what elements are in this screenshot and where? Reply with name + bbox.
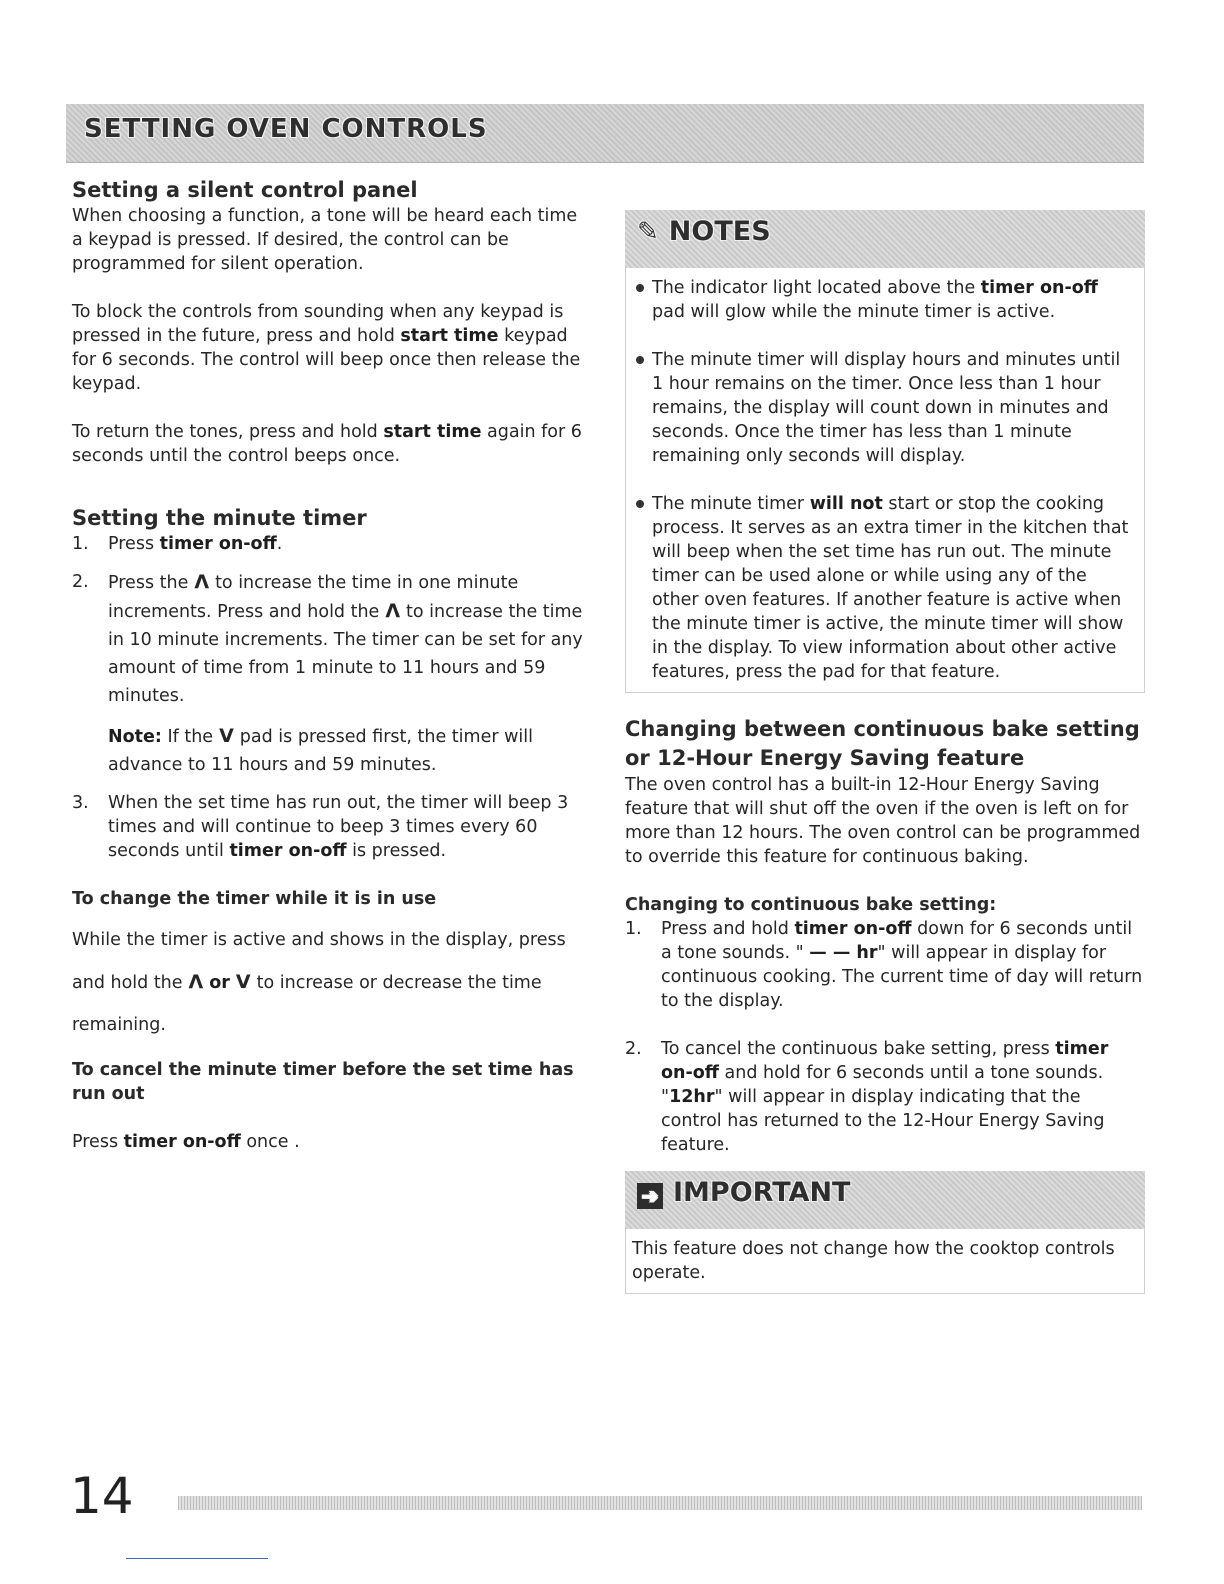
text-run: Press the [108, 573, 189, 593]
keypad-name: start time [383, 422, 482, 442]
list-item [72, 568, 592, 779]
up-arrow-icon: Λ [385, 600, 401, 622]
silent-panel-heading: Setting a silent control panel [72, 178, 418, 202]
text-run: to increase the time in 10 minute increments. The timer can be set for any amount of time from 1 minute to 11 hours and 59 minutes. [108, 602, 583, 706]
text-run: and hold for 6 seconds until a tone sounds. " [661, 1063, 1104, 1107]
minute-timer-steps [72, 532, 592, 863]
minute-timer-heading: Setting the minute timer [72, 506, 367, 530]
pencil-icon: ✎ [637, 217, 659, 247]
display-text: 12hr [669, 1087, 715, 1107]
list-item [72, 791, 592, 863]
up-arrow-icon: Λ [194, 571, 210, 593]
notes-title-text: NOTES [668, 216, 771, 247]
text-run: To block the controls from sounding when any keypad is pressed in the future, press and hold [72, 302, 564, 346]
text-run: When the set time has run out, the timer will beep 3 times and will continue to beep 3 times every 60 seconds until [108, 793, 569, 861]
continuous-bake-steps [625, 917, 1145, 1157]
silent-panel-block-instructions [72, 300, 592, 396]
keypad-name: timer on-off [794, 919, 912, 939]
energy-saving-heading: Changing between continuous bake setting or 12-Hour Energy Saving feature [625, 717, 1140, 770]
display-text: — — hr [809, 943, 878, 963]
notes-box [625, 210, 1145, 693]
cancel-timer-text [72, 1130, 592, 1154]
step-number: 2. [625, 1039, 642, 1059]
silent-panel-intro: When choosing a function, a tone will be heard each time a keypad is pressed. If desired, the control can be programmed for silent operation. [72, 206, 578, 274]
list-item [625, 917, 1145, 1013]
list-item [632, 276, 1136, 324]
text-run: If the [161, 727, 214, 747]
text-run: pad will glow while the minute timer is active. [652, 302, 1056, 322]
text-run: to increase or decrease the time remaining. [72, 973, 542, 1035]
energy-saving-section [625, 715, 1145, 1157]
step-number: 2. [72, 572, 89, 592]
energy-saving-intro: The oven control has a built-in 12-Hour Energy Saving feature that will shut off the oven if the oven is left on for more than 12 hours. The oven control can be programmed to override this feature for continuous baking. [625, 775, 1141, 867]
timer-note [108, 722, 592, 779]
important-title [637, 1177, 851, 1209]
text-run: To return the tones, press and hold [72, 422, 384, 442]
text-run: Press [108, 534, 160, 554]
bottom-link-underline [126, 1558, 268, 1559]
notes-list [632, 276, 1136, 684]
text-run: once . [240, 1132, 300, 1152]
down-arrow-icon: V [219, 725, 234, 747]
keypad-name: start time [400, 326, 499, 346]
list-item [625, 1037, 1145, 1157]
text-run: Press [72, 1132, 124, 1152]
text-run: The minute timer [652, 494, 810, 514]
text-run: The indicator light located above the [652, 278, 981, 298]
keypad-name: timer on-off [159, 534, 277, 554]
important-body [625, 1229, 1145, 1294]
continuous-bake-subheading: Changing to continuous bake setting: [625, 895, 997, 915]
list-item: The minute timer will display hours and minutes until 1 hour remains on the timer. Once less than 1 hour remains, the display will count down in minutes and seconds. Once the timer has less than 1 minute remaining only seconds will display. [632, 348, 1136, 468]
right-column [625, 210, 1145, 1294]
text-run: down for 6 seconds until a tone sounds. " [661, 919, 1133, 963]
or-word: or [209, 973, 230, 993]
notes-body [625, 268, 1145, 693]
cancel-timer-heading: To cancel the minute timer before the set time has run out [72, 1060, 574, 1104]
page-number: 14 [70, 1467, 134, 1525]
list-item [632, 492, 1136, 684]
text-run: keypad for 6 seconds. The control will beep once then release the keypad. [72, 326, 581, 394]
change-timer-text [72, 919, 592, 1046]
text-run: While the timer is active and shows in the display, press and hold the [72, 930, 566, 993]
list-item [72, 532, 592, 556]
text-run: is pressed. [346, 841, 447, 861]
footer-rule [178, 1496, 1142, 1510]
keypad-name: timer on-off [661, 1039, 1109, 1083]
notes-title [637, 216, 771, 247]
change-timer-heading: To change the timer while it is in use [72, 889, 437, 909]
text-run: " will appear in display indicating that the control has returned to the 12-Hour Energy Saving feature. [661, 1087, 1105, 1155]
text-run: " will appear in display for continuous cooking. The current time of day will return to the display. [661, 943, 1143, 1011]
page-title: SETTING OVEN CONTROLS [84, 114, 488, 144]
text-run: pad is pressed first, the timer will advance to 11 hours and 59 minutes. [108, 727, 533, 775]
step-number: 3. [72, 793, 89, 813]
text-run: . [276, 534, 283, 554]
keypad-name: timer on-off [123, 1132, 241, 1152]
down-arrow-icon: V [235, 971, 251, 993]
step-number: 1. [72, 534, 89, 554]
arrow-right-icon: ➔ [637, 1183, 663, 1209]
keypad-name: timer on-off [980, 278, 1098, 298]
emphasis: will not [809, 494, 883, 514]
text-run: Press and hold [661, 919, 795, 939]
important-title-text: IMPORTANT [673, 1177, 851, 1208]
important-header [625, 1171, 1145, 1229]
note-label: Note: [108, 727, 162, 747]
up-arrow-icon: Λ [188, 971, 204, 993]
important-text: This feature does not change how the cooktop controls operate. [632, 1239, 1115, 1283]
left-column [72, 176, 592, 1154]
text-run: start or stop the cooking process. It serves as an extra timer in the kitchen that will beep when the set time has run out. The minute timer can be used alone or while using any of the other oven features. If another feature is active when the minute timer is active, the minute timer will show in the display. To view information about other active features, press the pad for that feature. [652, 494, 1129, 682]
minute-timer-section [72, 504, 592, 1154]
text-run: To cancel the continuous bake setting, press [661, 1039, 1056, 1059]
section-banner [66, 104, 1144, 163]
text-run: to increase the time in one minute increments. Press and hold the [108, 573, 519, 622]
step-number: 1. [625, 919, 642, 939]
silent-panel-return-instructions [72, 420, 592, 468]
silent-panel-section [72, 176, 592, 468]
keypad-name: timer on-off [229, 841, 347, 861]
text-run: again for 6 seconds until the control beeps once. [72, 422, 582, 466]
important-box [625, 1171, 1145, 1294]
notes-header [625, 210, 1145, 268]
